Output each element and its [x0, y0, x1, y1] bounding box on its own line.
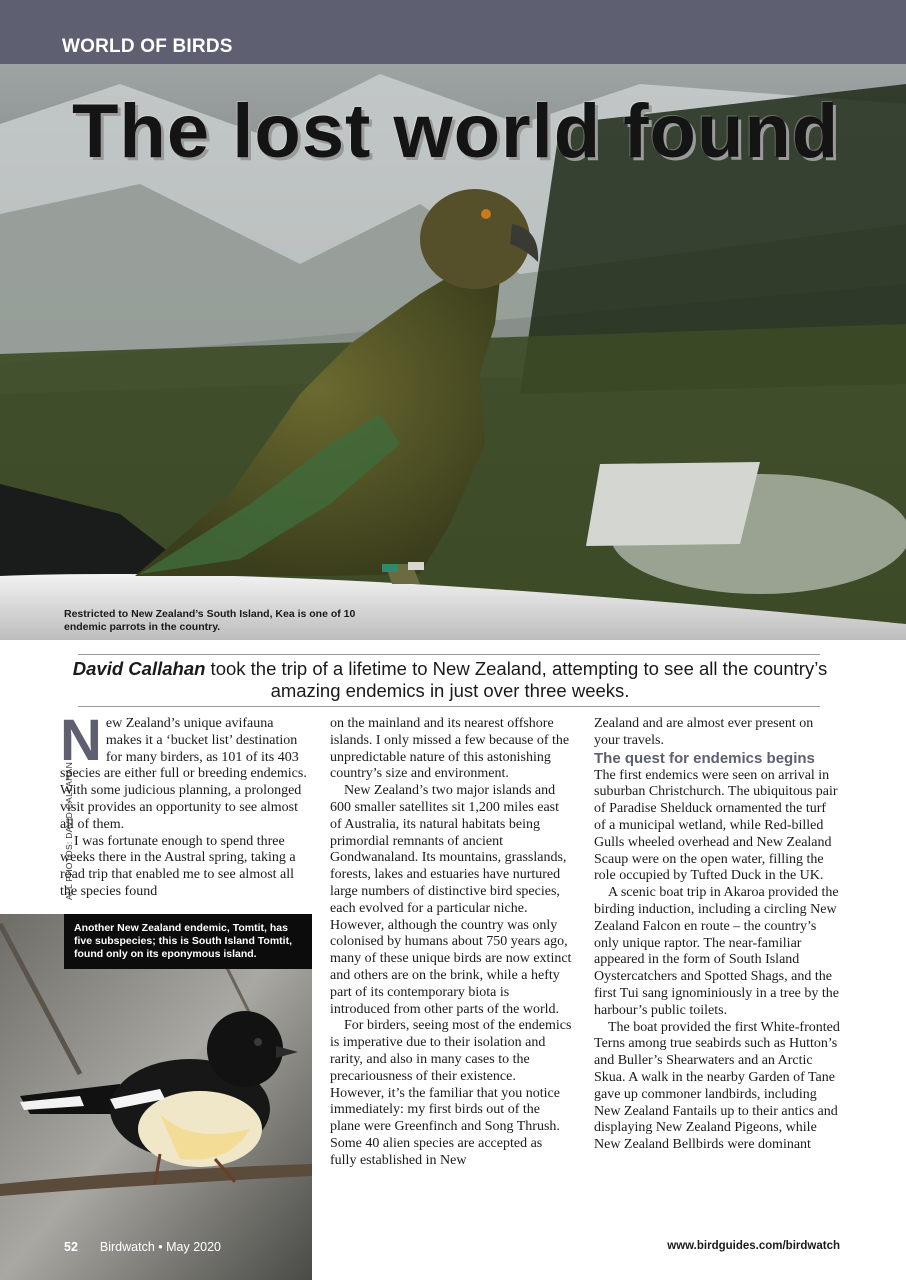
issue-info: Birdwatch • May 2020	[99, 1240, 222, 1254]
standfirst	[70, 658, 830, 702]
section-subhead: The quest for endemics begins	[594, 749, 815, 767]
tomtit-caption: Another New Zealand endemic, Tomtit, has five subspecies; this is South Island Tomtit, found only on its eponymous island.	[64, 914, 312, 969]
hero-caption: Restricted to New Zealand’s South Island, Kea is one of 10 endemic parrots in the country.	[64, 608, 356, 633]
standfirst-rule-top	[78, 654, 820, 655]
standfirst-text: took the trip of a lifetime to New Zealand, attempting to see all the country’s amazing endemics in just over three weeks.	[205, 658, 828, 701]
article-headline: The lost world found	[72, 89, 840, 174]
paragraph: The boat provided the first White-fronted Terns among true seabirds such as Hutton’s and Buller’s Shearwaters and an Arctic Skua. A walk in the nearby Garden of Tane gave up commoner landbirds, including New Zealand Fantails up to their antics and displaying New Zealand Pigeons, while New Zealand Bellbirds were dominant	[594, 1019, 840, 1153]
author-name: David Callahan	[72, 658, 206, 679]
footer-url[interactable]: www.birdguides.com/birdwatch	[667, 1240, 840, 1252]
paragraph: on the mainland and its nearest offshore islands. I only missed a few because of the unpredictable nature of this astonishing country’s size and environment.	[330, 716, 570, 782]
paragraph: For birders, seeing most of the endemics is imperative due to their isolation and rarity, and also in many cases to the precariousness of their existence. However, it’s the familiar that you notice immediately: my first birds out of the plane were Greenfinch and Song Thrush. Some 40 alien species are accepted as fully established in New	[330, 1018, 572, 1168]
footer-left	[64, 1240, 221, 1254]
paragraph: I was fortunate enough to spend three weeks there in the Austral spring, taking a road trip that enabled me to see almost all the species found	[60, 833, 296, 899]
paragraph: New Zealand’s two major islands and 600 smaller satellites sit 1,200 miles east of Australia, its natural habitats being primordial remnants of ancient Gondwanaland. Its mountains, grasslands, forests, lakes and estuaries have nurtured large numbers of distinctive bird species, each evolved for a particular niche. However, although the country was only colonised by humans about 750 years ago, many of these unique birds are now extinct and others are on the brink, while a hefty part of its contemporary biota is introduced from other parts of the world.	[330, 783, 572, 1017]
section-label: WORLD OF BIRDS	[62, 36, 233, 57]
paragraph: A scenic boat trip in Akaroa provided the birding induction, including a circling New Zealand Falcon en route – the country’s only unique raptor. The near-familiar appeared in the form of South Island Oystercatchers and Spotted Shags, and the first Tui sang ignominiously in a tree by the harbour’s public toilets.	[594, 885, 839, 1018]
article-column-3	[594, 716, 840, 1154]
page-number: 52	[64, 1240, 78, 1254]
paragraph: The first endemics were seen on arrival in suburban Christchurch. The ubiquitous pair of Paradise Shelduck ornamented the turf of a municipal wetland, while Red-billed Gulls wheeled overhead and New Zealand Scaup were on the open water, filling the role occupied by Tufted Duck in the UK.	[594, 767, 838, 884]
article-column-1	[60, 708, 312, 901]
dropcap: N	[60, 708, 102, 773]
photo-credit: ALL PHOTOS: DAVID CALLAHAN	[64, 761, 74, 900]
standfirst-rule-bottom	[78, 706, 820, 707]
article-column-2	[330, 716, 572, 1170]
paragraph: ew Zealand’s unique avifauna makes it a ‘bucket list’ destination for many birders, as 101 of its 403 species are either full or breeding endemics. With some judicious planning, a prolonged visit provides an opportunity to see almost all of them.	[60, 716, 307, 832]
paragraph: Zealand and are almost ever present on your travels.	[594, 716, 814, 748]
